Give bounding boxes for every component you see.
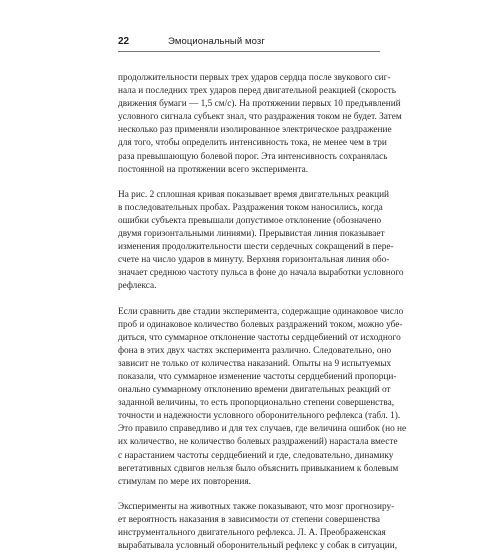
text-line: движения бумаги — 1,5 см/с). На протяжении первых 10 предъявлений [118,99,401,110]
text-line: диться, что суммарное отклонение частоты сердцебиений от исходного [118,332,401,343]
running-title: Эмоциональный мозг [168,36,265,47]
text-line: вырабатывала условный оборонительный рефлекс у собак в ситуации, [118,541,398,552]
page-header [118,35,380,51]
text-line: зависит не только от количества наказаний. Опыты на 9 испытуемых [118,358,392,369]
text-line: их количество, не количество болевых раздражений) нарастала вместе [118,437,398,448]
text-line: инструментального двигательного рефлекса. Л. А. Преображенская [118,528,386,538]
text-line: онально суммарному отклонению времени двигательных реакций от [118,385,391,396]
paragraph-gap [118,489,380,501]
text-line: условного сигнала субъект знал, что раздражения током не будет. Затем [118,112,402,123]
text-line: изменения продолжительности шести сердечных сокращений в пере- [118,242,394,253]
text-line: Если сравнить две стадии эксперимента, содержащие одинаковое число [118,306,404,317]
header-divider [118,51,380,52]
text-line: Это правило справедливо и для тех случаев, где величина ошибок (но не [118,424,407,435]
text-line: фона в этих двух частях эксперимента различно. Следовательно, оно [118,345,392,356]
text-line: продолжительности первых трех ударов сердца после звукового сиг- [118,73,391,83]
paragraph-gap [118,294,380,306]
text-line: заданной величины, то есть пропорционально степени совершенства, [118,398,395,409]
text-line: несколько раз применяли изолированное электрическое раздражение [118,125,392,136]
text-line: значает среднюю частоту пульса в фоне до начала выработки условного [118,268,404,279]
text-line: рефлекса. [118,281,157,292]
text-line: для того, чтобы определить интенсивность тока, не менее чем в три [118,138,387,149]
text-line: двумя горизонтальными линиями). Прерывистая линия показывает [118,229,385,240]
text-line: вегетативных сдвигов нельзя было объяснить привыканием к болевым [118,463,399,474]
text-line: проб и одинаковое количество болевых раздражений током, можно убе- [118,319,403,330]
text-line: стимулам по мере их повторения. [118,476,251,487]
paragraph [118,189,404,294]
paragraph [118,72,402,177]
text-line: раза превышающую болевой порог. Эта интенсивность сохранялась [118,151,388,162]
text-line: в последовательных пробах. Раздражения током наносились, когда [118,202,383,213]
body-text [118,72,407,553]
text-line: показали, что суммарное изменение частоты сердцебиений пропорци- [118,371,397,382]
page-number: 22 [118,36,130,47]
text-line: точности и надежности условного оборонительного рефлекса (табл. 1). [118,411,401,422]
text-line: нала и последних трех ударов перед двигательной реакцией (скорость [118,86,396,97]
text-line: ошибки субъекта превышали допустимое отклонение (обозначено [118,215,382,226]
text-line: с нарастанием частоты сердцебиений и где, следовательно, динамику [118,450,394,461]
paragraph [118,501,398,553]
text-line: ет вероятность наказания в зависимости от степени совершенства [118,514,380,525]
text-line: На рис. 2 сплошная кривая показывает время двигательных реакций [118,189,390,200]
text-line: постоянной на протяжении всего эксперимента. [118,164,309,175]
text-line: счете на число ударов в минуту. Верхняя горизонтальная линия обо- [118,255,390,266]
paragraph-gap [118,177,380,189]
text-line: Эксперименты на животных также показывают, что мозг прогнозиру- [118,501,395,512]
paragraph [118,306,407,489]
